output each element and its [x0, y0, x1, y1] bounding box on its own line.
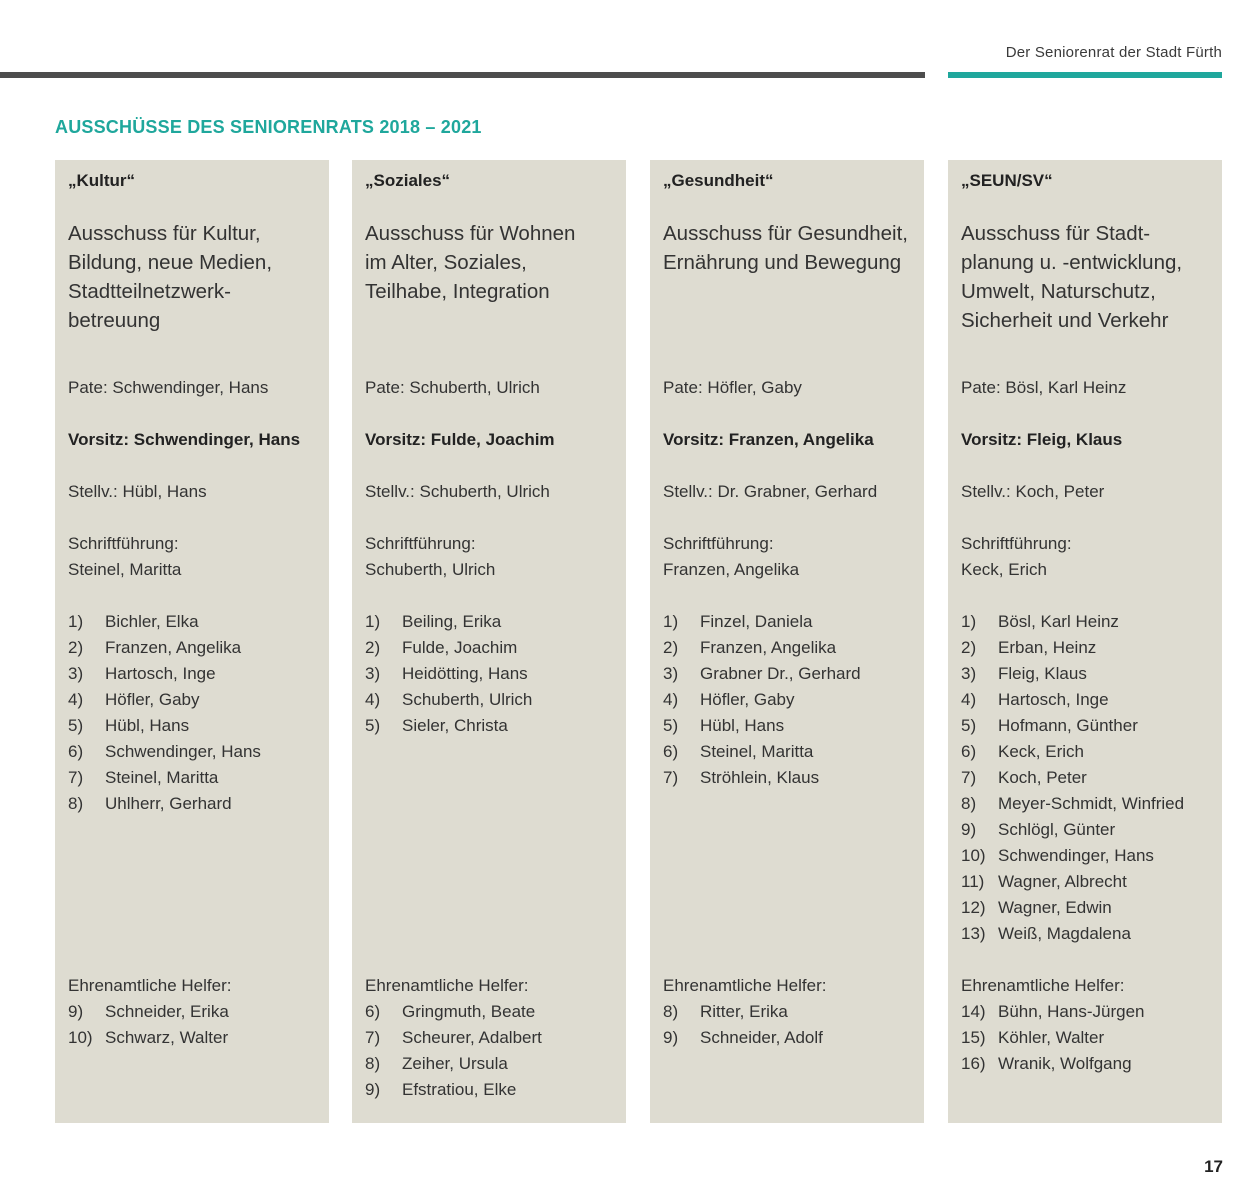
vorsitz-line: Vorsitz: Franzen, Angelika [663, 430, 874, 449]
list-item [663, 1025, 823, 1051]
list-item [961, 739, 1184, 765]
list-item [68, 687, 261, 713]
member-list [365, 609, 532, 739]
page-number: 17 [1204, 1157, 1223, 1176]
member-number: 4) [365, 690, 381, 709]
helper-number: 8) [663, 1002, 679, 1021]
list-item [365, 999, 542, 1025]
member-number: 13) [961, 924, 986, 943]
list-item [663, 739, 861, 765]
pate-line: Pate: Höfler, Gaby [663, 378, 802, 397]
helpers-label: Ehrenamtliche Helfer: [365, 976, 529, 995]
member-name: Schuberth, Ulrich [402, 690, 533, 709]
description-line: Umwelt, Naturschutz, [961, 280, 1156, 303]
helper-number: 9) [68, 1002, 84, 1021]
committee-description [365, 219, 620, 306]
member-number: 4) [663, 690, 679, 709]
pate-line: Pate: Schuberth, Ulrich [365, 378, 540, 397]
member-number: 10) [961, 846, 986, 865]
list-item [663, 661, 861, 687]
list-item [961, 687, 1184, 713]
list-item [68, 609, 261, 635]
member-name: Meyer-Schmidt, Winfried [998, 794, 1185, 813]
helper-number: 10) [68, 1028, 93, 1047]
helper-name: Zeiher, Ursula [402, 1054, 508, 1073]
section-title: AUSSCHÜSSE DES SENIORENRATS 2018 – 2021 [55, 117, 482, 137]
committee-title: „Soziales“ [365, 171, 451, 190]
list-item [961, 921, 1184, 947]
list-item [365, 713, 532, 739]
member-name: Fulde, Joachim [402, 638, 518, 657]
member-name: Steinel, Maritta [700, 742, 814, 761]
list-item [68, 713, 261, 739]
list-item [663, 609, 861, 635]
stellv-line: Stellv.: Schuberth, Ulrich [365, 482, 550, 501]
description-line: Ausschuss für Wohnen [365, 222, 576, 245]
helper-name: Schwarz, Walter [105, 1028, 229, 1047]
member-number: 7) [663, 768, 679, 787]
helper-number: 16) [961, 1054, 986, 1073]
member-number: 2) [663, 638, 679, 657]
list-item [68, 999, 229, 1025]
helper-name: Schneider, Adolf [700, 1028, 823, 1047]
committee-description [663, 219, 918, 277]
committee-column [650, 160, 924, 1123]
header-rule-accent [948, 72, 1222, 78]
member-number: 8) [68, 794, 84, 813]
list-item [365, 609, 532, 635]
member-number: 2) [68, 638, 84, 657]
list-item [663, 765, 861, 791]
member-name: Hübl, Hans [105, 716, 190, 735]
helper-name: Bühn, Hans-Jürgen [998, 1002, 1145, 1021]
member-name: Erban, Heinz [998, 638, 1097, 657]
member-list [961, 609, 1184, 947]
list-item [961, 1025, 1144, 1051]
helper-number: 9) [663, 1028, 679, 1047]
member-name: Koch, Peter [998, 768, 1087, 787]
vorsitz-line: Vorsitz: Schwendinger, Hans [68, 430, 301, 449]
list-item [365, 661, 532, 687]
helper-list [663, 999, 823, 1051]
list-item [961, 661, 1184, 687]
description-line: Ausschuss für Kultur, [68, 222, 261, 245]
helper-number: 8) [365, 1054, 381, 1073]
list-item [961, 999, 1144, 1025]
schriftfuehrung-label: Schriftführung: [365, 534, 476, 553]
helper-number: 6) [365, 1002, 381, 1021]
list-item [961, 713, 1184, 739]
helper-name: Efstratiou, Elke [402, 1080, 517, 1099]
list-item [961, 791, 1184, 817]
member-number: 6) [961, 742, 977, 761]
list-item [663, 635, 861, 661]
member-list [663, 609, 861, 791]
description-line: im Alter, Soziales, [365, 251, 527, 274]
pate-line: Pate: Bösl, Karl Heinz [961, 378, 1127, 397]
list-item [663, 999, 823, 1025]
member-number: 6) [663, 742, 679, 761]
schriftfuehrung-label: Schriftführung: [961, 534, 1072, 553]
member-number: 2) [365, 638, 381, 657]
helpers-label: Ehrenamtliche Helfer: [663, 976, 827, 995]
member-name: Schlögl, Günter [998, 820, 1116, 839]
helper-name: Scheurer, Adalbert [402, 1028, 542, 1047]
list-item [365, 635, 532, 661]
schriftfuehrung-name: Franzen, Angelika [663, 560, 800, 579]
schriftfuehrung-name: Steinel, Maritta [68, 560, 182, 579]
header-rule-dark [0, 72, 925, 78]
helper-number: 9) [365, 1080, 381, 1099]
helper-name: Wranik, Wolfgang [998, 1054, 1132, 1073]
member-number: 9) [961, 820, 977, 839]
member-number: 5) [663, 716, 679, 735]
list-item [365, 687, 532, 713]
member-name: Franzen, Angelika [700, 638, 837, 657]
committee-columns [55, 160, 1223, 1123]
helper-number: 14) [961, 1002, 986, 1021]
committee-description [68, 219, 323, 335]
member-number: 12) [961, 898, 986, 917]
description-line: Ernährung und Bewegung [663, 251, 902, 274]
committee-column [948, 160, 1222, 1123]
member-name: Sieler, Christa [402, 716, 508, 735]
member-number: 8) [961, 794, 977, 813]
stellv-line: Stellv.: Dr. Grabner, Gerhard [663, 482, 878, 501]
list-item [961, 817, 1184, 843]
member-number: 3) [68, 664, 84, 683]
member-name: Franzen, Angelika [105, 638, 242, 657]
member-number: 1) [68, 612, 84, 631]
stellv-line: Stellv.: Hübl, Hans [68, 482, 207, 501]
member-list [68, 609, 261, 817]
member-number: 3) [365, 664, 381, 683]
helpers-label: Ehrenamtliche Helfer: [68, 976, 232, 995]
member-number: 5) [365, 716, 381, 735]
stellv-line: Stellv.: Koch, Peter [961, 482, 1105, 501]
committee-column [352, 160, 626, 1123]
helper-list [68, 999, 229, 1051]
committee-title: „Gesundheit“ [663, 171, 774, 190]
helper-name: Schneider, Erika [105, 1002, 229, 1021]
list-item [68, 765, 261, 791]
member-name: Ströhlein, Klaus [700, 768, 820, 787]
description-line: Bildung, neue Medien, [68, 251, 273, 274]
member-name: Wagner, Edwin [998, 898, 1112, 917]
list-item [365, 1025, 542, 1051]
member-number: 3) [961, 664, 977, 683]
member-number: 5) [961, 716, 977, 735]
schriftfuehrung-label: Schriftführung: [663, 534, 774, 553]
helper-list [365, 999, 542, 1103]
member-number: 7) [961, 768, 977, 787]
list-item [961, 869, 1184, 895]
member-name: Höfler, Gaby [700, 690, 795, 709]
member-name: Hofmann, Günther [998, 716, 1138, 735]
schriftfuehrung-label: Schriftführung: [68, 534, 179, 553]
list-item [961, 843, 1184, 869]
pate-line: Pate: Schwendinger, Hans [68, 378, 269, 397]
member-number: 4) [961, 690, 977, 709]
member-name: Fleig, Klaus [998, 664, 1087, 683]
member-name: Hartosch, Inge [105, 664, 216, 683]
list-item [961, 895, 1184, 921]
member-number: 2) [961, 638, 977, 657]
member-name: Steinel, Maritta [105, 768, 219, 787]
member-number: 1) [663, 612, 679, 631]
vorsitz-line: Vorsitz: Fulde, Joachim [365, 430, 555, 449]
committee-column [55, 160, 329, 1123]
schriftfuehrung-name: Schuberth, Ulrich [365, 560, 496, 579]
committee-description [961, 219, 1216, 335]
list-item [663, 687, 861, 713]
member-name: Hartosch, Inge [998, 690, 1109, 709]
member-number: 3) [663, 664, 679, 683]
list-item [961, 1051, 1144, 1077]
helper-name: Ritter, Erika [700, 1002, 788, 1021]
member-name: Heidötting, Hans [402, 664, 528, 683]
description-line: Ausschuss für Gesundheit, [663, 222, 908, 245]
member-number: 1) [961, 612, 977, 631]
member-name: Hübl, Hans [700, 716, 785, 735]
description-line: Stadtteilnetzwerk- [68, 280, 231, 303]
member-number: 4) [68, 690, 84, 709]
member-name: Höfler, Gaby [105, 690, 200, 709]
member-name: Bösl, Karl Heinz [998, 612, 1119, 631]
member-name: Bichler, Elka [105, 612, 199, 631]
list-item [68, 791, 261, 817]
list-item [68, 635, 261, 661]
list-item [961, 765, 1184, 791]
description-line: Teilhabe, Integration [365, 280, 550, 303]
list-item [663, 713, 861, 739]
member-name: Schwendinger, Hans [998, 846, 1154, 865]
schriftfuehrung-name: Keck, Erich [961, 560, 1047, 579]
list-item [961, 609, 1184, 635]
member-name: Grabner Dr., Gerhard [700, 664, 861, 683]
list-item [68, 739, 261, 765]
vorsitz-line: Vorsitz: Fleig, Klaus [961, 430, 1123, 449]
helper-list [961, 999, 1144, 1077]
member-name: Uhlherr, Gerhard [105, 794, 232, 813]
member-number: 7) [68, 768, 84, 787]
helper-number: 15) [961, 1028, 986, 1047]
running-header: Der Seniorenrat der Stadt Fürth [1005, 44, 1222, 61]
member-name: Finzel, Daniela [700, 612, 813, 631]
list-item [365, 1077, 542, 1103]
description-line: betreuung [68, 309, 161, 332]
list-item [68, 1025, 229, 1051]
member-number: 1) [365, 612, 381, 631]
member-name: Schwendinger, Hans [105, 742, 261, 761]
list-item [961, 635, 1184, 661]
list-item [365, 1051, 542, 1077]
member-number: 11) [961, 872, 985, 891]
committee-title: „Kultur“ [68, 171, 136, 190]
description-line: Ausschuss für Stadt- [961, 222, 1151, 245]
helper-name: Gringmuth, Beate [402, 1002, 536, 1021]
member-number: 6) [68, 742, 84, 761]
list-item [68, 661, 261, 687]
member-name: Beiling, Erika [402, 612, 502, 631]
member-number: 5) [68, 716, 84, 735]
member-name: Weiß, Magdalena [998, 924, 1131, 943]
helpers-label: Ehrenamtliche Helfer: [961, 976, 1125, 995]
helper-number: 7) [365, 1028, 381, 1047]
helper-name: Köhler, Walter [998, 1028, 1105, 1047]
member-name: Keck, Erich [998, 742, 1084, 761]
member-name: Wagner, Albrecht [998, 872, 1127, 891]
description-line: planung u. -entwicklung, [961, 251, 1183, 274]
description-line: Sicherheit und Verkehr [961, 309, 1169, 332]
committee-title: „SEUN/SV“ [961, 171, 1053, 190]
